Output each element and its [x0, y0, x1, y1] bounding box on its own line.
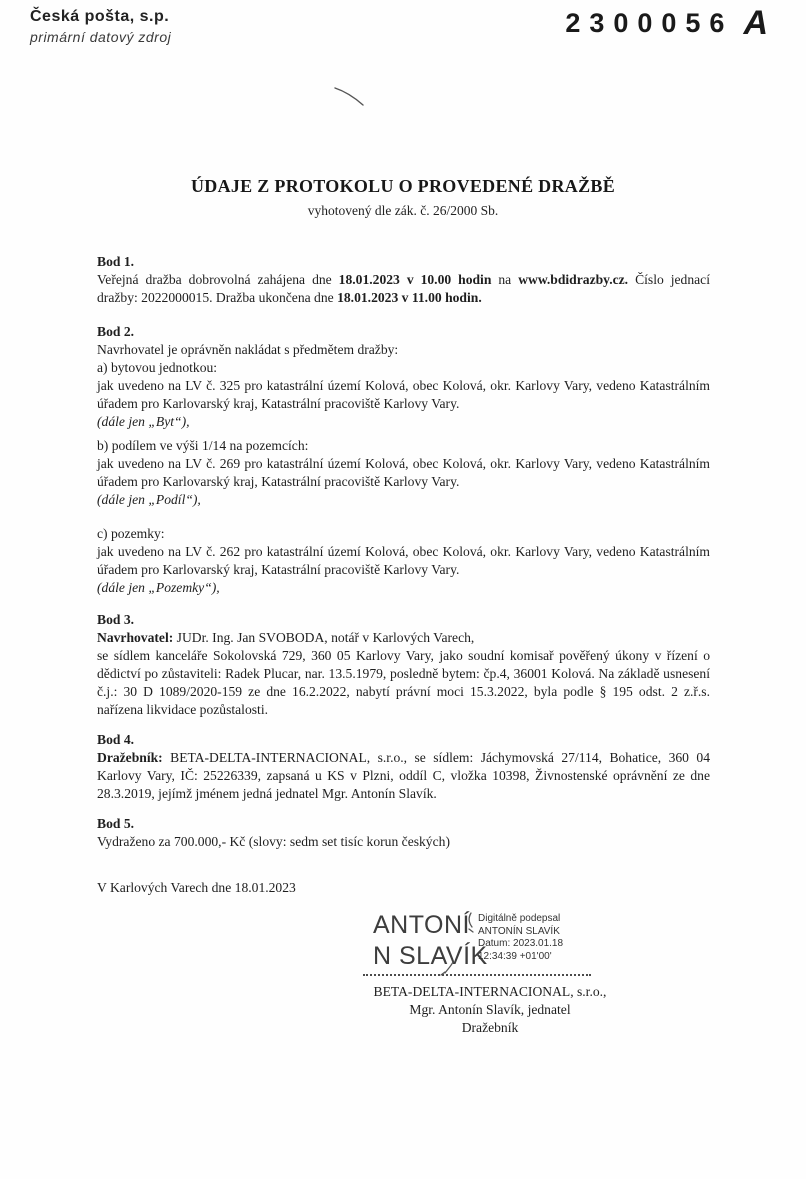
bod3-line1-text: JUDr. Ing. Jan SVOBODA, notář v Karlových Varech, — [173, 630, 475, 645]
bod2-item-a-note: (dále jen „Byt“), — [97, 414, 190, 429]
signature-detail-line3: Datum: 2023.01.18 — [478, 938, 564, 949]
bod1-text-2: na — [491, 272, 519, 287]
bod2-item-b-label: b) podílem ve výši 1/14 na pozemcích: — [97, 438, 309, 453]
postal-stamp-name: Česká pošta, s.p. — [30, 8, 170, 25]
bod2-heading: Bod 2. — [97, 324, 135, 339]
bod2-item-c-label: c) pozemky: — [97, 526, 165, 541]
bod1-bold-1: 18.01.2023 v 10.00 hodin — [338, 272, 492, 287]
signature-role: Dražebník — [461, 1020, 519, 1035]
document-subtitle: vyhotovený dle zák. č. 26/2000 Sb. — [307, 203, 499, 218]
bod3-heading: Bod 3. — [97, 612, 135, 627]
document-title: ÚDAJE Z PROTOKOLU O PROVEDENÉ DRAŽBĚ — [190, 176, 616, 196]
section-bod5 — [97, 815, 710, 851]
bod1-text-3: Číslo jednací dražby: 2022000015. Dražba ukončena dne — [97, 272, 710, 305]
section-bod2-item-c — [97, 525, 710, 597]
bod2-item-b-note: (dále jen „Podíl“), — [97, 492, 201, 507]
bod4-paragraph — [97, 749, 710, 803]
digital-signature-name-line2: N SLAVÍK — [373, 942, 488, 970]
postal-stamp — [30, 8, 171, 45]
pen-stroke-mark — [330, 78, 380, 118]
section-bod1 — [97, 253, 710, 307]
bod1-paragraph — [97, 271, 710, 307]
digital-signature-name-line1: ANTONÍ — [373, 911, 470, 939]
document-number-stamp — [565, 4, 768, 42]
bod4-heading: Bod 4. — [97, 732, 135, 747]
document-letter: A — [743, 4, 768, 42]
bod3-body: se sídlem kanceláře Sokolovská 729, 360 05 Karlovy Vary, jako soudní komisař pověřený úkony v řízení o dědictví po zůstaviteli: Radek Plucar, nar. 13.5.1979, posledně bytem: čp.4, 36001 Kolová. Na základě usnesení č.j.: 30 D 1089/2020-159 ze dne 16.2.2022, nabytí právní moci 15.3.2022, byla podle § 195 odst. 2 z.ř.s. nařízena likvidace pozůstalosti. — [97, 648, 710, 717]
signature-company-name: BETA-DELTA-INTERNACIONAL, s.r.o., — [373, 984, 607, 999]
postal-stamp-subtitle: primární datový zdroj — [30, 29, 172, 45]
bod5-heading: Bod 5. — [97, 816, 135, 831]
bod3-line1 — [97, 629, 710, 647]
bod2-intro: Navrhovatel je oprávněn nakládat s předmětem dražby: — [97, 342, 399, 357]
bod2-item-a-label: a) bytovou jednotkou: — [97, 360, 218, 375]
signature-company-block — [345, 983, 635, 1037]
signature-detail-line2: ANTONÍN SLAVÍK — [478, 925, 560, 937]
bod1-heading: Bod 1. — [97, 254, 135, 269]
bod2-item-b-text: jak uvedeno na LV č. 269 pro katastrální území Kolová, obec Kolová, okr. Karlovy Vary, vedeno Katastrálním úřadem pro Karlovarský kraj, Katastrální pracoviště Karlovy Vary. — [97, 456, 710, 489]
signature-flourish-mark — [425, 905, 485, 985]
bod3-label: Navrhovatel: — [97, 630, 174, 645]
signature-detail-line1: Digitálně podepsal — [478, 913, 561, 924]
bod4-body-text: BETA-DELTA-INTERNACIONAL, s.r.o., se sídlem: Jáchymovská 27/114, Bohatice, 360 04 Karlovy Vary, IČ: 25226339, zapsaná u KS v Plzni, oddíl C, vložka 10398, Živnostenské oprávnění ze dne 28.3.2019, jejímž jménem jedná jednatel Mgr. Antonín Slavík. — [97, 750, 710, 801]
bod1-text-1: Veřejná dražba dobrovolná zahájena dne — [97, 272, 339, 287]
section-bod2-item-b — [97, 437, 710, 509]
bod4-label: Dražebník: — [97, 750, 163, 765]
bod1-bold-2: www.bdidrazby.cz. — [518, 272, 629, 287]
bod5-body: Vydraženo za 700.000,- Kč (slovy: sedm set tisíc korun českých) — [97, 834, 450, 849]
bod1-bold-3: 18.01.2023 v 11.00 hodin. — [337, 290, 482, 305]
document-number: 2300056 — [565, 8, 734, 38]
signature-signer-name: Mgr. Antonín Slavík, jednatel — [409, 1002, 571, 1017]
bod2-item-a-text: jak uvedeno na LV č. 325 pro katastrální území Kolová, obec Kolová, okr. Karlovy Vary, vedeno Katastrálním úřadem pro Karlovarský kraj, Katastrální pracoviště Karlovy Vary. — [97, 378, 710, 411]
bod2-item-c-note: (dále jen „Pozemky“), — [97, 580, 220, 595]
signature-detail-line4: 12:34:39 +01'00' — [478, 950, 552, 962]
digital-signature-details — [478, 913, 608, 963]
section-bod2 — [97, 323, 710, 431]
bod2-item-c-text: jak uvedeno na LV č. 262 pro katastrální území Kolová, obec Kolová, okr. Karlovy Vary, vedeno Katastrálním úřadem pro Karlovarský kraj, Katastrální pracoviště Karlovy Vary. — [97, 544, 710, 577]
signature-dotted-line — [363, 974, 591, 976]
section-bod3 — [97, 611, 710, 719]
title-block — [0, 176, 806, 219]
section-bod4 — [97, 731, 710, 803]
place-date-line: V Karlových Varech dne 18.01.2023 — [97, 880, 296, 895]
